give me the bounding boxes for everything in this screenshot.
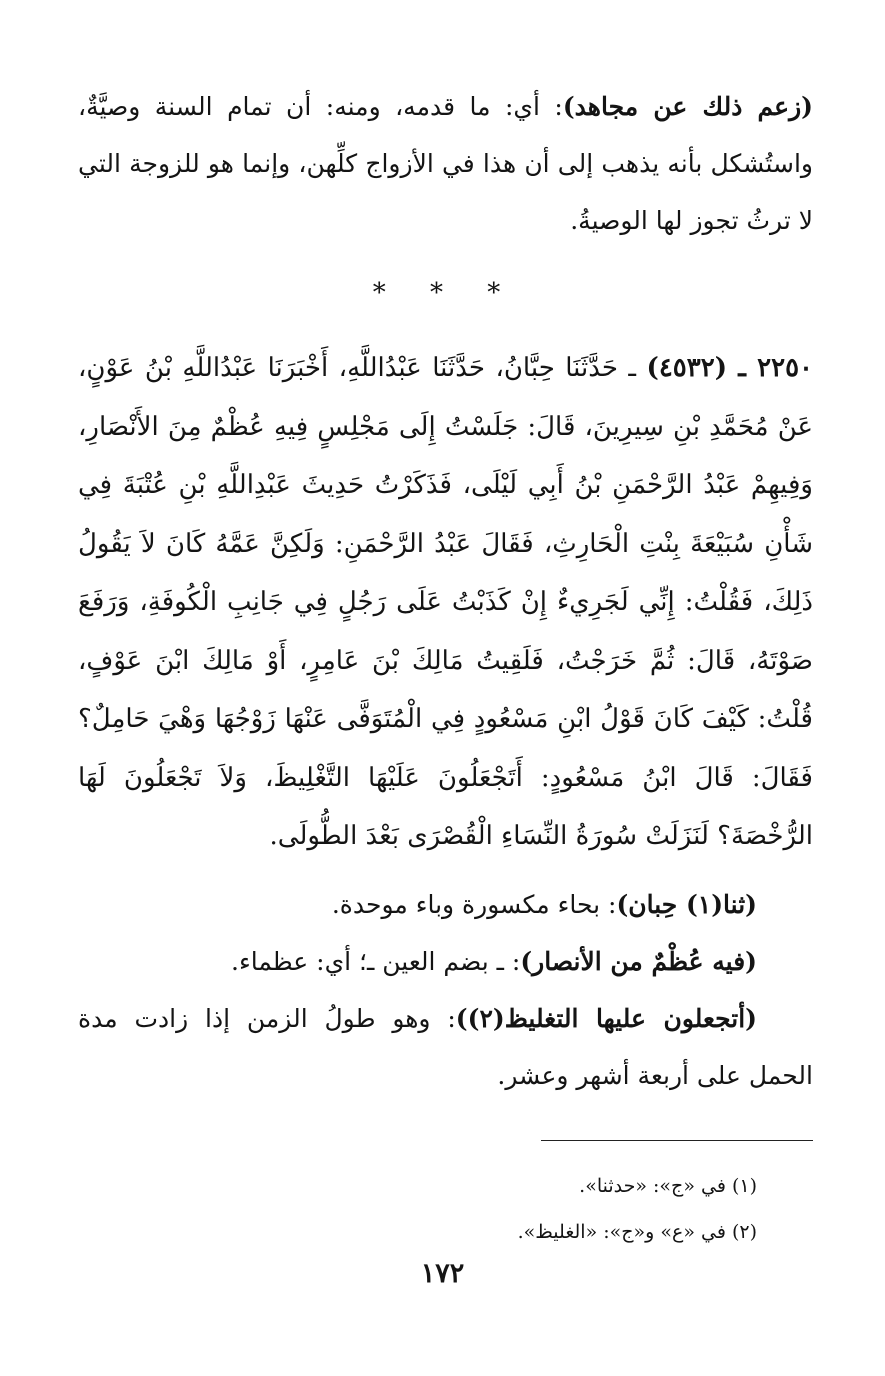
footnote-divider [541,1140,813,1141]
commentary-lemma: (ثنا(١) حِبان) [616,889,757,919]
hadith-text: ـ حَدَّثَنَا حِبَّانُ، حَدَّثَنَا عَبْدُاللَّهِ، أَخْبَرَنَا عَبْدُاللَّهِ بْنُ عَوْنٍ، عَنْ مُحَمَّدِ بْنِ سِيرِينَ، قَالَ: جَلَسْتُ إِلَى مَجْلِسٍ فِيهِ عُظْمٌ مِنَ الأَنْصَارِ، وَفِيهِمْ عَبْدُ الرَّحْمَنِ بْنُ أَبِي لَيْلَى، فَذَكَرْتُ حَدِيثَ عَبْدِاللَّهِ بْنِ عُتْبَةَ فِي شَأْنِ سُبَيْعَةَ بِنْتِ الْحَارِثِ، فَقَالَ عَبْدُ الرَّحْمَنِ: وَلَكِنَّ عَمَّهُ كَانَ لاَ يَقُولُ ذَلِكَ، فَقُلْتُ: إِنِّي لَجَرِيءٌ إِنْ كَذَبْتُ عَلَى رَجُلٍ فِي جَانِبِ الْكُوفَةِ، وَرَفَعَ صَوْتَهُ، قَالَ: ثُمَّ خَرَجْتُ، فَلَقِيتُ مَالِكَ بْنَ عَامِرٍ، أَوْ مَالِكَ ابْنَ عَوْفٍ، قُلْتُ: كَيْفَ كَانَ قَوْلُ ابْنِ مَسْعُودٍ فِي الْمُتَوَفَّى عَنْهَا زَوْجُهَا وَهْيَ حَامِلٌ؟ فَقَالَ: قَالَ ابْنُ مَسْعُودٍ: أَتَجْعَلُونَ عَلَيْهَا التَّغْلِيظَ، وَلاَ تَجْعَلُونَ لَهَا الرُّخْصَةَ؟ لَنَزَلَتْ سُورَةُ النِّسَاءِ الْقُصْرَى بَعْدَ الطُّولَى. [78,353,813,851]
footnote: (٢) في «ع» و«ج»: «الغليظ». [517,1220,757,1243]
commentary-lemma: (أتجعلون عليها التغليظ(٢)) [455,1003,757,1033]
page-body [78,78,813,1255]
top-paragraph [78,78,813,249]
commentary-lemma: (زعم ذلك عن مجاهد) [562,92,814,121]
commentary-text: : بحاء مكسورة وباء موحدة. [331,889,617,919]
footnote: (١) في «ج»: «حدثنا». [579,1174,757,1197]
page-number: ١٧٢ [420,1258,465,1289]
commentary-text: : أي: ما قدمه، ومنه: أن تمام السنة وصيَّةٌ، واستُشكل بأنه يذهب إلى أن هذا في الأزواج كلِّهن، وإنما هو للزوجة التي لا ترثُ تجوز لها الوصيةُ. [78,92,813,235]
commentary-lemma: (فيه عُظْمٌ من الأنصار) [520,946,757,976]
commentary-text: : وهو طولُ الزمن إذا زادت مدة الحمل على أربعة أشهر وعشر. [78,1003,813,1090]
hadith-number: ٢٢٥٠ ـ (٤٥٣٢) [646,353,813,383]
footnotes [78,1163,813,1255]
commentary-text: : ـ بضم العين ـ؛ أي: عظماء. [231,946,521,976]
commentary-note [78,990,813,1104]
commentary-note [78,933,813,990]
commentary-note [78,876,813,933]
hadith-paragraph [78,339,813,866]
section-separator: * * * [372,278,519,308]
